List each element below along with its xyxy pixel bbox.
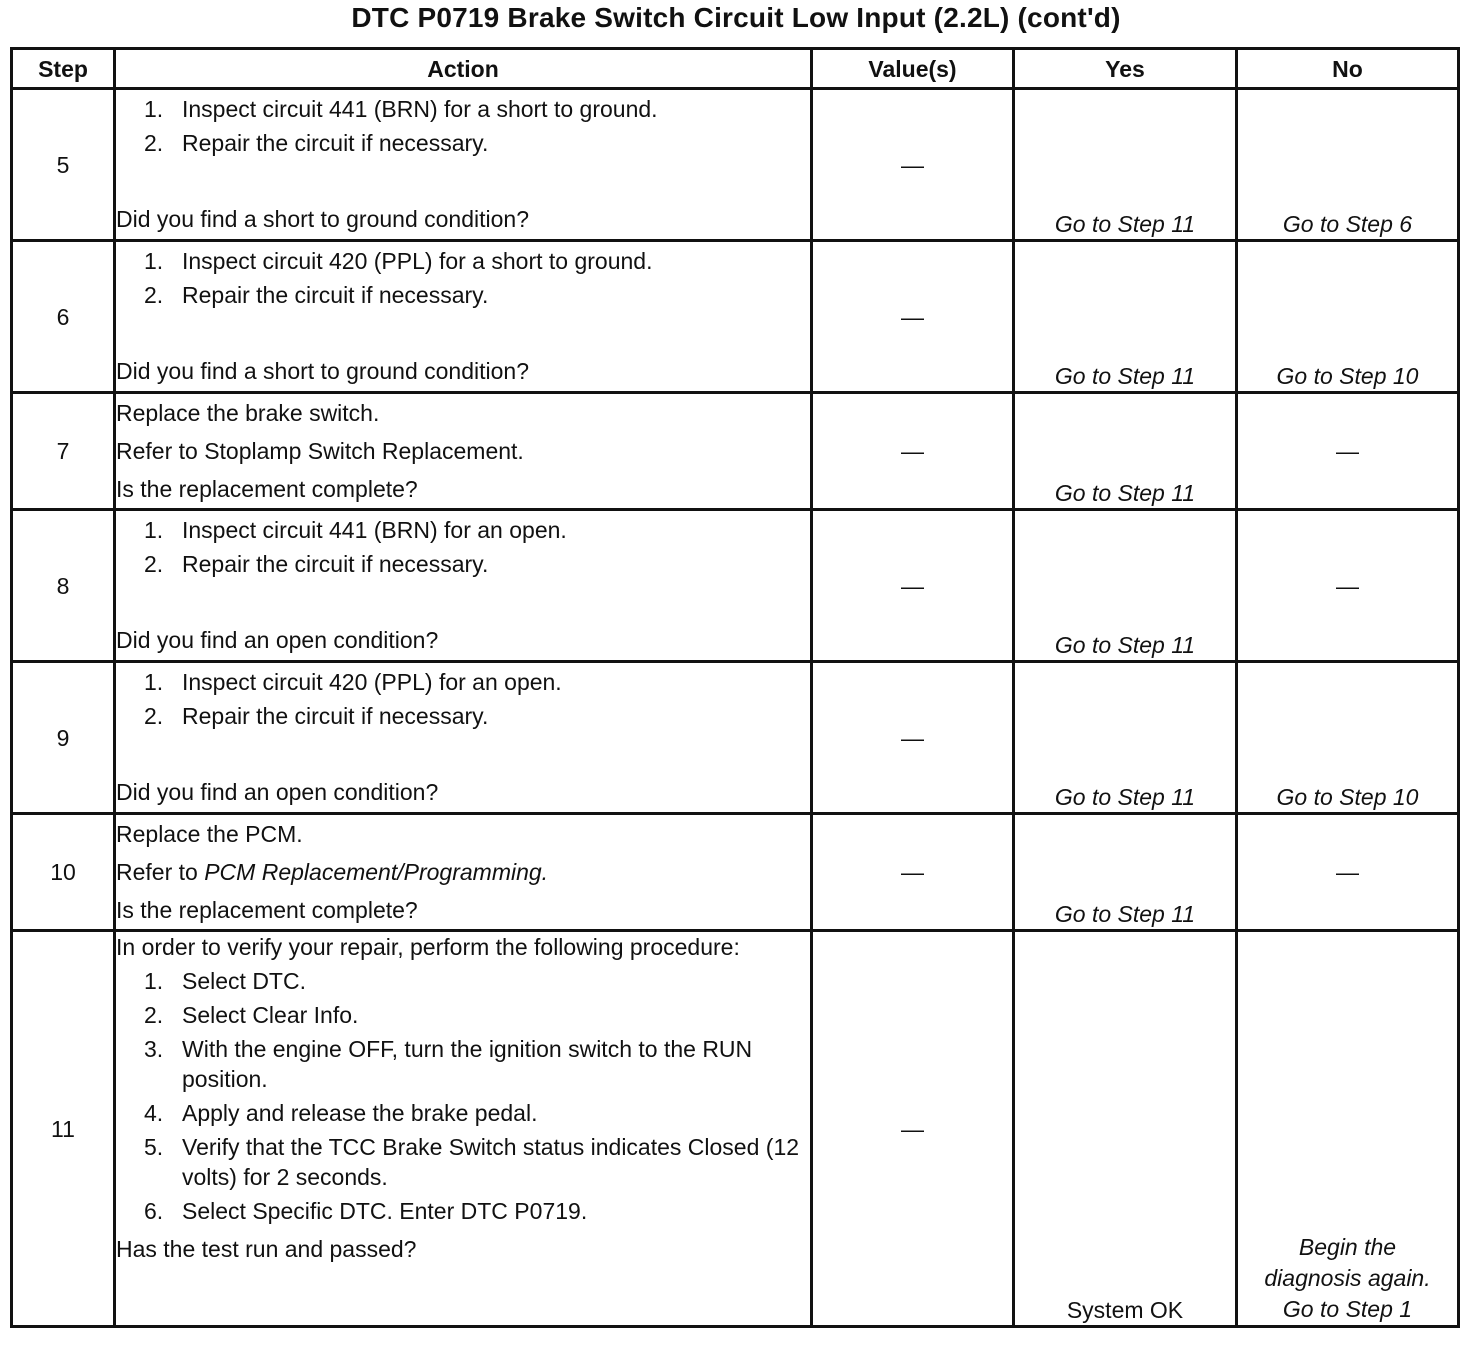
action-question: Is the replacement complete?: [116, 476, 418, 502]
yes-cell: Go to Step 11: [1014, 510, 1237, 662]
action-intro: In order to verify your repair, perform the following procedure:: [116, 934, 740, 960]
table-row: [12, 393, 1459, 510]
table-row: [12, 662, 1459, 814]
value-cell: —: [812, 241, 1014, 393]
action-question: Did you find a short to ground condition?: [116, 358, 529, 384]
action-cell: [115, 814, 812, 931]
action-line: Replace the PCM.: [116, 821, 303, 847]
list-item: 5. Verify that the TCC Brake Switch status indicates Closed (12 volts) for 2 seconds.: [144, 1134, 800, 1190]
no-cell: Begin the diagnosis again. Go to Step 1: [1237, 931, 1459, 1327]
list-item: 2. Repair the circuit if necessary.: [144, 130, 489, 156]
action-question: Did you find an open condition?: [116, 627, 439, 653]
action-line: Replace the brake switch.: [116, 400, 380, 426]
no-cell: Go to Step 10: [1237, 662, 1459, 814]
no-cell: Go to Step 6: [1237, 89, 1459, 241]
table-row: [12, 931, 1459, 1327]
diagnostic-table: [10, 47, 1460, 1328]
step-number: 6: [12, 241, 115, 393]
reference-link: PCM Replacement/Programming.: [204, 859, 549, 885]
no-cell: Go to Step 10: [1237, 241, 1459, 393]
value-cell: —: [812, 662, 1014, 814]
value-cell: —: [812, 814, 1014, 931]
step-number: 7: [12, 393, 115, 510]
step-number: 5: [12, 89, 115, 241]
list-item: 1. Inspect circuit 420 (PPL) for a short to ground.: [144, 248, 653, 274]
value-cell: —: [812, 393, 1014, 510]
yes-cell: Go to Step 11: [1014, 241, 1237, 393]
yes-cell: Go to Step 11: [1014, 662, 1237, 814]
action-cell: [115, 241, 812, 393]
list-item: 1. Select DTC.: [144, 968, 306, 994]
value-cell: —: [812, 510, 1014, 662]
list-item: 1. Inspect circuit 420 (PPL) for an open.: [144, 669, 562, 695]
header-values: Value(s): [812, 49, 1014, 89]
page-title: DTC P0719 Brake Switch Circuit Low Input (2.2L) (cont'd): [351, 2, 1121, 33]
list-item: 3. With the engine OFF, turn the ignition switch to the RUN position.: [144, 1036, 753, 1092]
step-number: 8: [12, 510, 115, 662]
list-item: 2. Repair the circuit if necessary.: [144, 551, 489, 577]
list-item: 2. Repair the circuit if necessary.: [144, 703, 489, 729]
value-cell: —: [812, 931, 1014, 1327]
action-line: Refer to PCM Replacement/Programming.: [116, 859, 549, 885]
action-cell: [115, 931, 812, 1327]
header-action: Action: [115, 49, 812, 89]
step-number: 10: [12, 814, 115, 931]
list-item: 2. Repair the circuit if necessary.: [144, 282, 489, 308]
step-number: 9: [12, 662, 115, 814]
action-question: Did you find an open condition?: [116, 779, 439, 805]
table-row: [12, 241, 1459, 393]
yes-cell: Go to Step 11: [1014, 393, 1237, 510]
action-cell: [115, 393, 812, 510]
yes-cell: Go to Step 11: [1014, 89, 1237, 241]
value-cell: —: [812, 89, 1014, 241]
no-cell: —: [1237, 510, 1459, 662]
action-question: Is the replacement complete?: [116, 897, 418, 923]
yes-cell: Go to Step 11: [1014, 814, 1237, 931]
header-row: [12, 49, 1459, 89]
list-item: 6. Select Specific DTC. Enter DTC P0719.: [144, 1198, 588, 1224]
table-row: [12, 814, 1459, 931]
action-line: Refer to Stoplamp Switch Replacement.: [116, 438, 524, 464]
no-cell: —: [1237, 814, 1459, 931]
header-yes: Yes: [1014, 49, 1237, 89]
header-step: Step: [12, 49, 115, 89]
action-cell: [115, 89, 812, 241]
list-item: 1. Inspect circuit 441 (BRN) for a short to ground.: [144, 96, 658, 122]
table-row: [12, 510, 1459, 662]
action-question: Has the test run and passed?: [116, 1236, 417, 1262]
list-item: 4. Apply and release the brake pedal.: [144, 1100, 538, 1126]
list-item: 1. Inspect circuit 441 (BRN) for an open.: [144, 517, 567, 543]
table-row: [12, 89, 1459, 241]
action-cell: [115, 662, 812, 814]
yes-cell: System OK: [1014, 931, 1237, 1327]
step-number: 11: [12, 931, 115, 1327]
no-cell: —: [1237, 393, 1459, 510]
action-question: Did you find a short to ground condition?: [116, 206, 529, 232]
header-no: No: [1237, 49, 1459, 89]
list-item: 2. Select Clear Info.: [144, 1002, 359, 1028]
action-cell: [115, 510, 812, 662]
